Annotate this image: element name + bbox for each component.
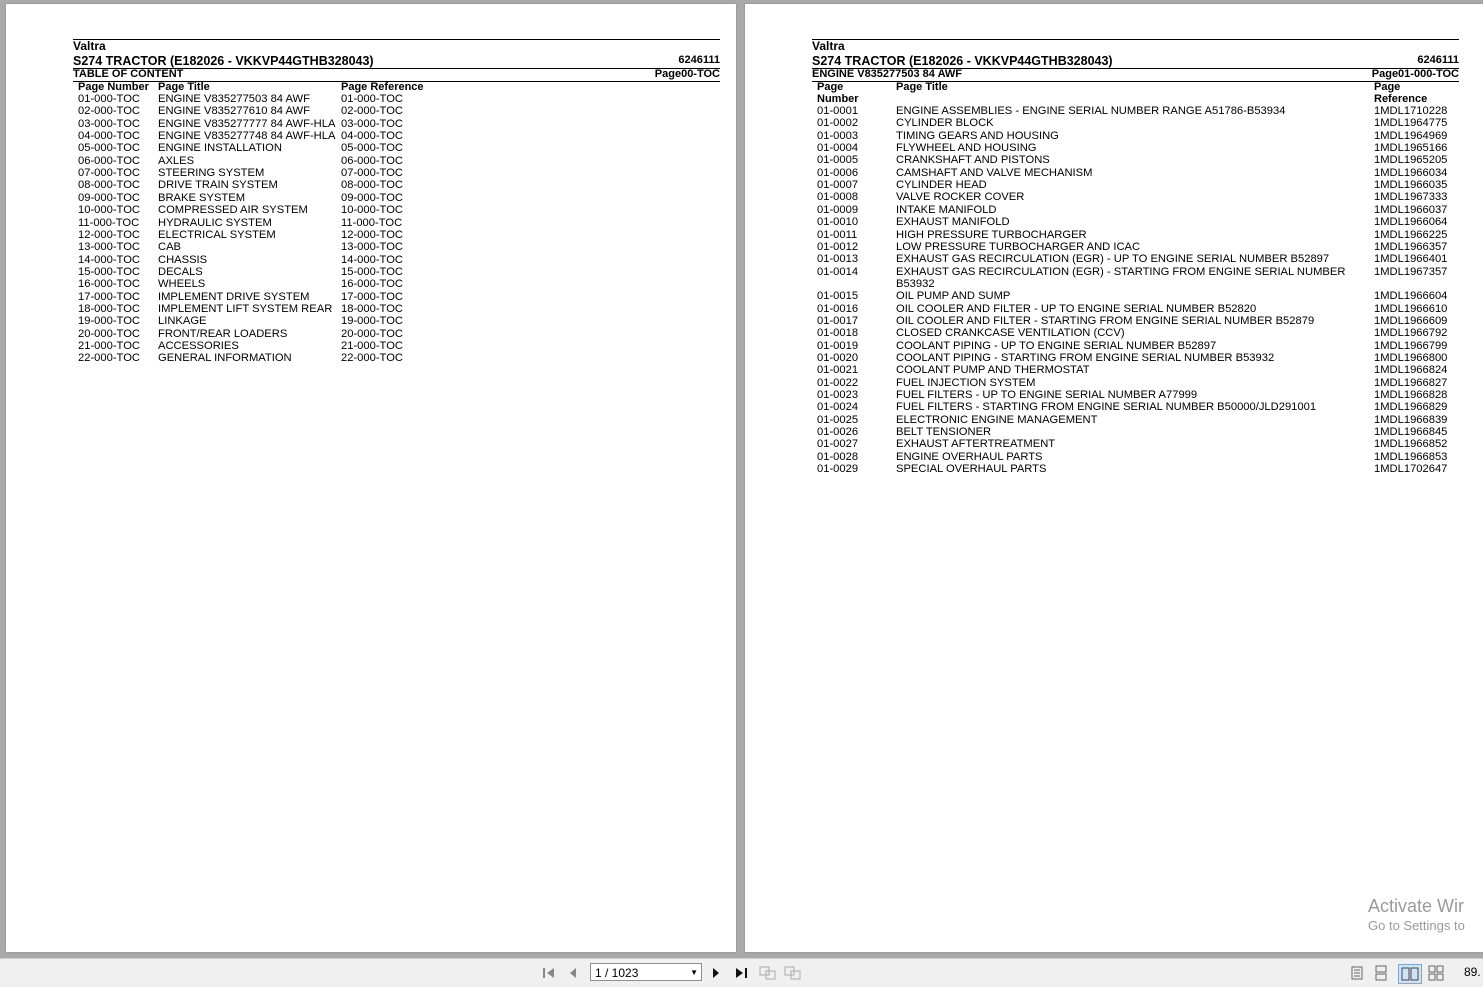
cell-reference: 10-000-TOC	[341, 204, 403, 217]
cell-title: CRANKSHAFT AND PISTONS	[896, 154, 1050, 167]
document-number: 6246111	[678, 54, 720, 66]
cell-reference: 1MDL1966852	[1374, 438, 1448, 451]
cell-reference: 07-000-TOC	[341, 167, 403, 180]
cell-number: 01-0007	[817, 179, 859, 192]
cell-title: FUEL INJECTION SYSTEM	[896, 376, 1036, 389]
cell-title: FLYWHEEL AND HOUSING	[896, 142, 1037, 155]
cell-title: CAMSHAFT AND VALVE MECHANISM	[896, 166, 1093, 179]
cell-title: ENGINE V835277610 84 AWF	[158, 105, 310, 118]
cell-reference: 13-000-TOC	[341, 241, 403, 254]
two-page-view-button[interactable]	[1398, 964, 1422, 984]
cell-number: 22-000-TOC	[78, 352, 140, 365]
cell-title: LINKAGE	[158, 315, 207, 328]
cell-number: 01-000-TOC	[78, 93, 140, 105]
cell-reference: 1MDL1966357	[1374, 240, 1448, 253]
cell-title: GENERAL INFORMATION	[158, 352, 292, 365]
cell-number: 20-000-TOC	[78, 327, 140, 340]
zoom-level[interactable]: 89.	[1464, 965, 1481, 979]
section-title: ENGINE V835277503 84 AWF	[812, 68, 963, 80]
cell-number: 01-0016	[817, 302, 859, 315]
last-page-icon	[734, 967, 748, 979]
cell-title: DECALS	[158, 265, 203, 278]
cell-number: 13-000-TOC	[78, 241, 140, 254]
cell-title: VALVE ROCKER COVER	[896, 191, 1025, 204]
cell-reference: 1MDL1964969	[1374, 129, 1448, 142]
page-reference-label: Page01-000-TOC	[1371, 68, 1459, 80]
cell-number: 01-0008	[817, 191, 859, 204]
pdf-page-right	[745, 4, 1483, 952]
cell-number: 15-000-TOC	[78, 265, 140, 278]
cell-number: 01-0026	[817, 426, 859, 439]
cell-number: 01-0015	[817, 290, 859, 303]
cell-title: CYLINDER BLOCK	[896, 117, 994, 130]
cell-reference: 1MDL1965205	[1374, 154, 1448, 167]
cell-number: 07-000-TOC	[78, 167, 140, 180]
continuous-view-button[interactable]	[1372, 964, 1390, 982]
column-header-number: Page	[817, 81, 844, 93]
cell-title: COOLANT PIPING - STARTING FROM ENGINE SERIAL NUMBER B53932	[896, 352, 1275, 364]
cell-title: OIL COOLER AND FILTER - STARTING FROM ENGINE SERIAL NUMBER B52879	[896, 314, 1315, 327]
cell-number: 01-0021	[817, 364, 859, 377]
two-page-icon	[1401, 967, 1419, 981]
cell-title: HIGH PRESSURE TURBOCHARGER	[896, 228, 1087, 241]
cell-title: ENGINE V835277748 84 AWF-HLA	[158, 130, 336, 143]
cell-reference: 17-000-TOC	[341, 290, 403, 303]
cell-number: 01-0022	[817, 376, 859, 389]
cell-reference: 1MDL1966034	[1374, 166, 1448, 179]
cell-title: EXHAUST GAS RECIRCULATION (EGR) - STARTING FROM ENGINE SERIAL NUMBER	[896, 265, 1346, 278]
column-header-title: Page Title	[896, 81, 948, 93]
cell-number: 01-0027	[817, 438, 859, 451]
cell-reference: 19-000-TOC	[341, 315, 403, 328]
cell-number: 03-000-TOC	[78, 117, 140, 130]
cell-reference: 1MDL1966853	[1374, 450, 1448, 463]
cell-number: 14-000-TOC	[78, 253, 140, 266]
cell-number: 01-0014	[817, 265, 859, 278]
first-page-icon	[542, 967, 556, 979]
cell-title: CAB	[158, 241, 182, 254]
cell-reference: 1MDL1966225	[1374, 228, 1448, 241]
column-header-reference: Page Reference	[341, 81, 424, 93]
cell-title: BRAKE SYSTEM	[158, 191, 246, 204]
column-header-number: Page Number	[78, 81, 149, 93]
previous-page-icon	[568, 967, 578, 979]
viewer-toolbar	[0, 958, 1483, 987]
cell-number: 01-0025	[817, 413, 859, 426]
cell-reference: 11-000-TOC	[341, 216, 403, 229]
watermark-line-1: Activate Wir	[1368, 896, 1465, 916]
cell-number: 01-0002	[817, 117, 859, 130]
cell-reference: 06-000-TOC	[341, 154, 403, 167]
document-title: S274 TRACTOR (E182026 - VKKVP44GTHB328043)	[73, 54, 374, 68]
cell-number: 11-000-TOC	[78, 216, 140, 229]
cell-number: 01-0019	[817, 339, 859, 352]
cell-reference: 1MDL1966827	[1374, 376, 1448, 389]
cell-title: ENGINE V835277777 84 AWF-HLA	[158, 117, 336, 130]
cell-reference: 1MDL1702647	[1374, 463, 1448, 476]
cell-reference: 03-000-TOC	[341, 117, 403, 130]
cell-number: 01-0005	[817, 154, 859, 167]
cell-number: 01-0013	[817, 253, 859, 266]
cell-number: 01-0001	[817, 105, 859, 117]
cell-reference: 01-000-TOC	[341, 93, 403, 105]
cell-number: 01-0024	[817, 401, 859, 414]
brand-name: Valtra	[73, 39, 106, 53]
cell-title: ELECTRICAL SYSTEM	[158, 228, 276, 241]
cell-title: ENGINE V835277503 84 AWF	[158, 93, 310, 105]
document-title: S274 TRACTOR (E182026 - VKKVP44GTHB328043)	[812, 54, 1113, 68]
previous-view-button[interactable]	[758, 964, 778, 982]
cell-number: 06-000-TOC	[78, 154, 140, 167]
cell-number: 12-000-TOC	[78, 228, 140, 241]
cell-title: EXHAUST GAS RECIRCULATION (EGR) - UP TO ENGINE SERIAL NUMBER B52897	[896, 253, 1330, 266]
previous-page-button[interactable]	[565, 964, 581, 982]
cell-reference: 08-000-TOC	[341, 179, 403, 192]
document-number: 6246111	[1417, 54, 1459, 66]
cell-title: ENGINE OVERHAUL PARTS	[896, 450, 1043, 463]
cell-title: IMPLEMENT LIFT SYSTEM REAR	[158, 302, 333, 315]
cell-reference: 1MDL1966610	[1374, 302, 1448, 315]
cell-reference: 1MDL1966401	[1374, 253, 1448, 266]
cell-reference: 02-000-TOC	[341, 105, 403, 118]
cell-number: 01-0012	[817, 240, 859, 253]
cell-reference: 14-000-TOC	[341, 253, 403, 266]
cell-reference: 04-000-TOC	[341, 130, 403, 143]
cell-reference: 22-000-TOC	[341, 352, 403, 365]
cell-title: LOW PRESSURE TURBOCHARGER AND ICAC	[896, 240, 1141, 253]
column-header-title: Page Title	[158, 81, 210, 93]
cell-number: 10-000-TOC	[78, 204, 140, 217]
cell-reference: 05-000-TOC	[341, 142, 403, 155]
cell-title: FUEL FILTERS - UP TO ENGINE SERIAL NUMBER A77999	[896, 389, 1198, 402]
brand-name: Valtra	[812, 39, 845, 53]
cell-reference: 09-000-TOC	[341, 191, 403, 204]
column-header-reference-line2: Reference	[1374, 93, 1428, 105]
pdf-page-left	[6, 4, 736, 952]
cell-title: EXHAUST MANIFOLD	[896, 216, 1010, 229]
cell-title: AXLES	[158, 154, 195, 167]
cell-title: IMPLEMENT DRIVE SYSTEM	[158, 290, 310, 303]
cell-reference: 1MDL1966792	[1374, 327, 1448, 340]
cell-reference: 1MDL1966845	[1374, 426, 1448, 439]
cell-title: ELECTRONIC ENGINE MANAGEMENT	[896, 413, 1098, 426]
cell-title: DRIVE TRAIN SYSTEM	[158, 179, 278, 192]
cell-reference: 15-000-TOC	[341, 265, 403, 278]
cell-reference: 18-000-TOC	[341, 302, 403, 315]
cell-number: 01-0017	[817, 314, 859, 327]
cell-title: CLOSED CRANKCASE VENTILATION (CCV)	[896, 327, 1125, 340]
cell-title: HYDRAULIC SYSTEM	[158, 216, 272, 229]
column-header-number-line2: Number	[817, 93, 859, 105]
cell-reference: 1MDL1966037	[1374, 203, 1448, 216]
cell-number: 01-0010	[817, 216, 859, 229]
chevron-down-icon[interactable]: ▼	[690, 968, 698, 977]
cell-number: 01-0020	[817, 352, 859, 364]
cell-number: 17-000-TOC	[78, 290, 140, 303]
cell-title: TIMING GEARS AND HOUSING	[896, 129, 1059, 142]
cell-reference: 1MDL1710228	[1374, 105, 1448, 117]
next-view-button[interactable]	[783, 964, 803, 982]
cell-number: 01-0028	[817, 450, 859, 463]
cell-number: 01-0006	[817, 166, 859, 179]
cell-number: 01-0023	[817, 389, 859, 402]
previous-view-icon	[759, 966, 777, 980]
cell-title: ACCESSORIES	[158, 340, 239, 352]
cell-title: CYLINDER HEAD	[896, 179, 987, 192]
cell-reference: 1MDL1965166	[1374, 142, 1448, 155]
page-number-input[interactable]	[590, 963, 702, 981]
cell-title: ENGINE ASSEMBLIES - ENGINE SERIAL NUMBER RANGE A51786-B53934	[896, 105, 1286, 117]
cell-reference: 1MDL1966824	[1374, 364, 1448, 377]
cell-number: 01-0011	[817, 228, 858, 241]
cell-title: BELT TENSIONER	[896, 426, 992, 439]
cell-number: 05-000-TOC	[78, 142, 140, 155]
first-page-button[interactable]	[540, 964, 558, 982]
cell-title: EXHAUST AFTERTREATMENT	[896, 438, 1056, 451]
cell-title: SPECIAL OVERHAUL PARTS	[896, 463, 1047, 476]
continuous-page-icon	[1375, 965, 1387, 981]
cell-title: ENGINE INSTALLATION	[158, 142, 282, 155]
cell-reference: 20-000-TOC	[341, 327, 403, 340]
last-page-button[interactable]	[732, 964, 750, 982]
cell-reference: 1MDL1967333	[1374, 191, 1448, 204]
two-page-continuous-icon	[1428, 965, 1444, 981]
cell-number: 21-000-TOC	[78, 340, 140, 352]
two-page-continuous-view-button[interactable]	[1426, 964, 1446, 982]
cell-title: STEERING SYSTEM	[158, 167, 265, 180]
cell-title: COOLANT PIPING - UP TO ENGINE SERIAL NUMBER B52897	[896, 339, 1217, 352]
cell-number: 19-000-TOC	[78, 315, 140, 328]
single-page-view-button[interactable]	[1348, 964, 1366, 982]
section-title: TABLE OF CONTENT	[73, 68, 184, 80]
cell-reference: 1MDL1966064	[1374, 216, 1448, 229]
cell-number: 16-000-TOC	[78, 278, 140, 291]
cell-title: FUEL FILTERS - STARTING FROM ENGINE SERIAL NUMBER B50000/JLD291001	[896, 401, 1317, 414]
next-page-button[interactable]	[708, 964, 724, 982]
cell-reference: 1MDL1966609	[1374, 314, 1448, 327]
cell-number: 01-0003	[817, 129, 859, 142]
next-page-icon	[711, 967, 721, 979]
cell-reference: 12-000-TOC	[341, 228, 403, 241]
cell-reference: 1MDL1966799	[1374, 339, 1448, 352]
cell-reference: 1MDL1967357	[1374, 265, 1448, 278]
page-indicator-text: 1 / 1023	[595, 966, 639, 980]
next-view-icon	[784, 966, 802, 980]
cell-reference: 1MDL1966604	[1374, 290, 1448, 303]
cell-number: 01-0029	[817, 463, 859, 476]
cell-reference: 1MDL1966828	[1374, 389, 1448, 402]
header-rule	[812, 39, 1459, 40]
cell-reference: 16-000-TOC	[341, 278, 403, 291]
cell-title: COMPRESSED AIR SYSTEM	[158, 204, 308, 217]
cell-title: OIL COOLER AND FILTER - UP TO ENGINE SERIAL NUMBER B52820	[896, 302, 1257, 315]
cell-title: CHASSIS	[158, 253, 208, 266]
page-reference-label: Page00-TOC	[654, 68, 720, 80]
cell-number: 09-000-TOC	[78, 191, 140, 204]
cell-number: 08-000-TOC	[78, 179, 140, 192]
column-header-reference: Page	[1374, 81, 1401, 93]
cell-title: WHEELS	[158, 278, 206, 291]
windows-activation-watermark	[1368, 895, 1465, 935]
cell-title: FRONT/REAR LOADERS	[158, 327, 288, 340]
cell-reference: 1MDL1964775	[1374, 117, 1448, 130]
cell-reference: 1MDL1966829	[1374, 401, 1448, 414]
cell-reference: 1MDL1966800	[1374, 352, 1448, 364]
cell-number: 18-000-TOC	[78, 302, 140, 315]
watermark-line-2: Go to Settings to	[1368, 918, 1465, 933]
cell-number: 04-000-TOC	[78, 130, 140, 143]
cell-title: COOLANT PUMP AND THERMOSTAT	[896, 364, 1090, 377]
cell-title: OIL PUMP AND SUMP	[896, 290, 1011, 303]
cell-number: 02-000-TOC	[78, 105, 140, 118]
cell-reference: 1MDL1966035	[1374, 179, 1448, 192]
cell-reference: 21-000-TOC	[341, 340, 403, 352]
single-page-icon	[1351, 966, 1363, 980]
cell-title: INTAKE MANIFOLD	[896, 203, 997, 216]
cell-number: 01-0018	[817, 327, 859, 340]
cell-title-continuation: B53932	[896, 277, 935, 290]
cell-number: 01-0009	[817, 203, 859, 216]
cell-number: 01-0004	[817, 142, 859, 155]
header-rule	[73, 39, 720, 40]
cell-reference: 1MDL1966839	[1374, 413, 1448, 426]
